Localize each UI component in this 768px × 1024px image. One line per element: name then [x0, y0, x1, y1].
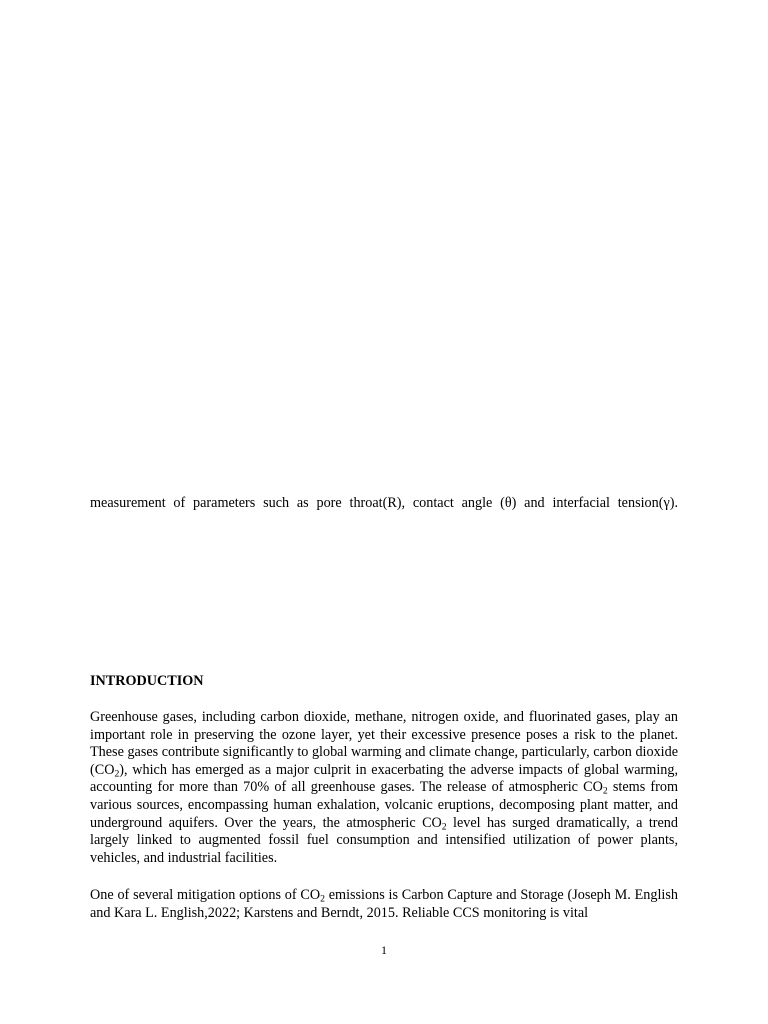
introduction-paragraph-1	[90, 709, 678, 867]
p1-text-4: level has surged dramatically, a trend largely linked to augmented fossil fuel consumption and intensified utilization of power plants, vehicles, and industrial facilities.	[90, 814, 678, 866]
p1-subscript-3: 2	[441, 820, 447, 832]
p1-text-3: stems from various sources, encompassing human exhalation, volcanic eruptions, decomposing plant matter, and underground aquifers. Over the years, the atmospheric CO	[90, 779, 678, 831]
p1-text-1: Greenhouse gases, including carbon dioxide, methane, nitrogen oxide, and fluorinated gases, play an important role in preserving the ozone layer, yet their excessive presence poses a risk to the planet. These gases contribute significantly to global warming and climate change, particularly, carbon dioxide (CO	[90, 709, 678, 778]
p1-subscript-2: 2	[602, 785, 608, 797]
abstract-closing-line: measurement of parameters such as pore throat(R), contact angle (θ) and interfacial tension(γ).	[90, 495, 678, 511]
p1-text-2: ), which has emerged as a major culprit in exacerbating the adverse impacts of global warming, accounting for more than 70% of all greenhouse gases. The release of atmospheric CO	[90, 761, 678, 796]
page-number: 1	[381, 943, 387, 957]
p2-text-1: One of several mitigation options of CO	[90, 887, 321, 903]
introduction-paragraph-2	[90, 887, 678, 922]
p2-subscript-1: 2	[320, 893, 325, 905]
section-heading-introduction: INTRODUCTION	[90, 673, 204, 689]
p2-text-2: emissions is Carbon Capture and Storage (Joseph M. English and Kara L. English,2022; Karstens and Berndt, 2015. Reliable CCS monitoring is vital	[90, 887, 678, 921]
p1-subscript-1: 2	[114, 768, 120, 780]
